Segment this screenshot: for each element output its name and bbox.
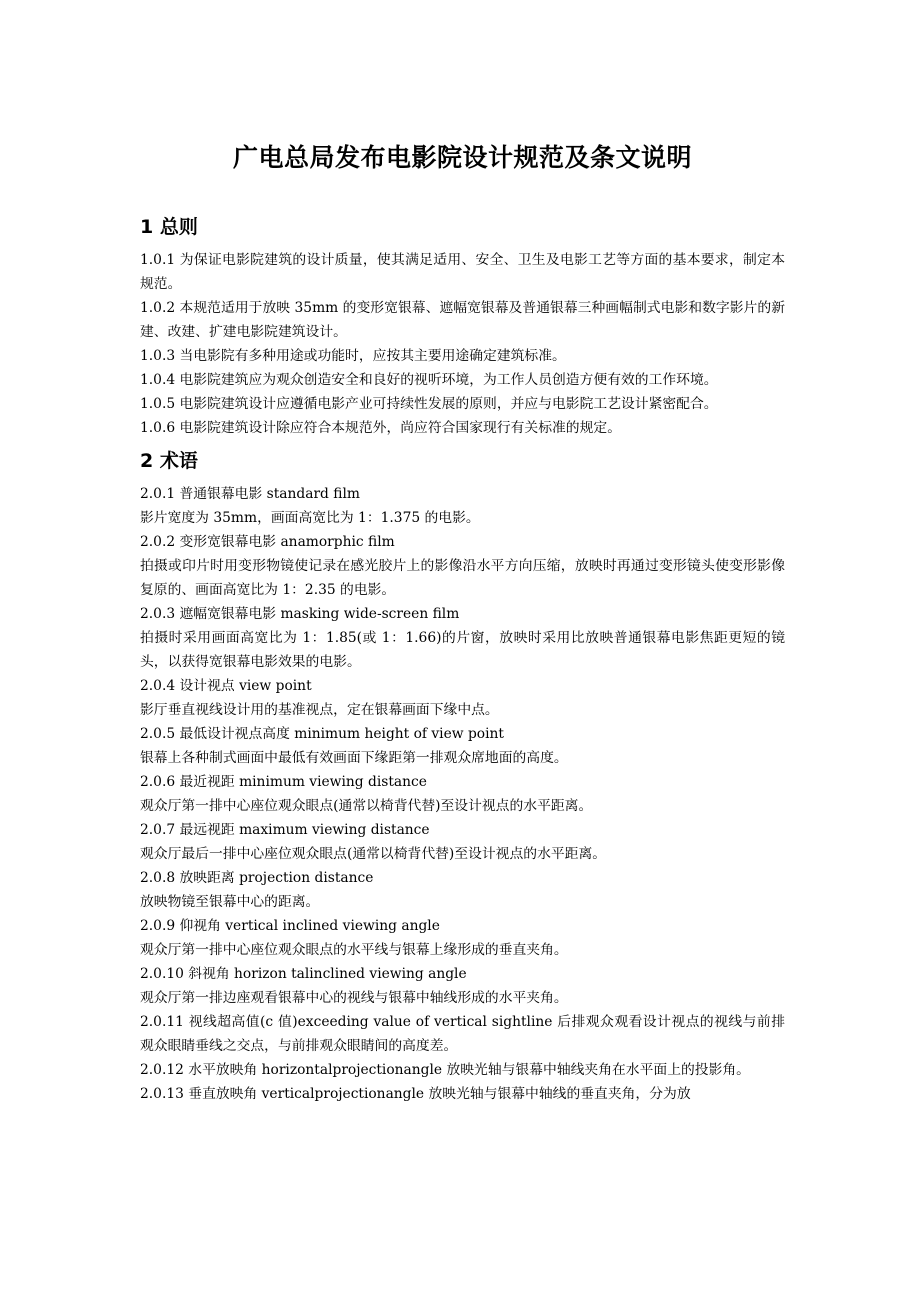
term-2-0-8-definition: 放映物镜至银幕中心的距离。	[140, 894, 320, 910]
term-2-0-2-definition: 拍摄或印片时用变形物镜使记录在感光胶片上的影像沿水平方向压缩，放映时再通过变形镜头使变形影像复原的、画面高宽比为 1：2.35 的电影。	[140, 558, 785, 598]
term-2-0-3-heading: 2.0.3 遮幅宽银幕电影 masking wide-screen film	[140, 606, 460, 622]
term-2-0-2-heading: 2.0.2 变形宽银幕电影 anamorphic film	[140, 534, 395, 550]
clause-1-0-4: 1.0.4 电影院建筑应为观众创造安全和良好的视听环境，为工作人员创造方便有效的工作环境。	[140, 372, 718, 388]
term-2-0-6-heading: 2.0.6 最近视距 minimum viewing distance	[140, 774, 427, 790]
section-terms	[140, 446, 785, 1106]
section-general	[140, 212, 785, 440]
term-2-0-10-definition: 观众厅第一排边座观看银幕中心的视线与银幕中轴线形成的水平夹角。	[140, 990, 568, 1006]
term-2-0-7-heading: 2.0.7 最远视距 maximum viewing distance	[140, 822, 430, 838]
term-2-0-9-heading: 2.0.9 仰视角 vertical inclined viewing angle	[140, 918, 440, 934]
term-2-0-6-definition: 观众厅第一排中心座位观众眼点(通常以椅背代替)至设计视点的水平距离。	[140, 798, 593, 814]
term-2-0-10-heading: 2.0.10 斜视角 horizon talinclined viewing angle	[140, 966, 467, 982]
term-2-0-5-definition: 银幕上各种制式画面中最低有效画面下缘距第一排观众席地面的高度。	[140, 750, 568, 766]
term-2-0-12: 2.0.12 水平放映角 horizontalprojectionangle 放映光轴与银幕中轴线夹角在水平面上的投影角。	[140, 1062, 750, 1078]
section-heading: 2 术语	[140, 450, 198, 472]
term-2-0-4-definition: 影厅垂直视线设计用的基准视点，定在银幕画面下缘中点。	[140, 702, 499, 718]
document-page	[140, 138, 785, 1106]
term-2-0-5-heading: 2.0.5 最低设计视点高度 minimum height of view point	[140, 726, 504, 742]
clause-1-0-6: 1.0.6 电影院建筑设计除应符合本规范外，尚应符合国家现行有关标准的规定。	[140, 420, 621, 436]
term-2-0-8-heading: 2.0.8 放映距离 projection distance	[140, 870, 374, 886]
section-heading: 1 总则	[140, 216, 198, 238]
term-2-0-4-heading: 2.0.4 设计视点 view point	[140, 678, 312, 694]
term-2-0-9-definition: 观众厅第一排中心座位观众眼点的水平线与银幕上缘形成的垂直夹角。	[140, 942, 568, 958]
clause-1-0-3: 1.0.3 当电影院有多种用途或功能时，应按其主要用途确定建筑标准。	[140, 348, 566, 364]
term-2-0-3-definition: 拍摄时采用画面高宽比为 1：1.85(或 1：1.66)的片窗，放映时采用比放映普通银幕电影焦距更短的镜头，以获得宽银幕电影效果的电影。	[140, 630, 785, 670]
clause-1-0-1: 1.0.1 为保证电影院建筑的设计质量，使其满足适用、安全、卫生及电影工艺等方面的基本要求，制定本规范。	[140, 252, 785, 292]
term-2-0-1-heading: 2.0.1 普通银幕电影 standard film	[140, 486, 360, 502]
term-2-0-11: 2.0.11 视线超高值(c 值)exceeding value of vertical sightline 后排观众观看设计视点的视线与前排观众眼睛垂线之交点，与前排观众眼睛间的高度差。	[140, 1014, 785, 1054]
document-title: 广电总局发布电影院设计规范及条文说明	[232, 143, 692, 172]
clause-1-0-2: 1.0.2 本规范适用于放映 35mm 的变形宽银幕、遮幅宽银幕及普通银幕三种画幅制式电影和数字影片的新建、改建、扩建电影院建筑设计。	[140, 300, 785, 340]
clause-1-0-5: 1.0.5 电影院建筑设计应遵循电影产业可持续性发展的原则，并应与电影院工艺设计紧密配合。	[140, 396, 718, 412]
term-2-0-1-definition: 影片宽度为 35mm，画面高宽比为 1：1.375 的电影。	[140, 510, 480, 526]
term-2-0-7-definition: 观众厅最后一排中心座位观众眼点(通常以椅背代替)至设计视点的水平距离。	[140, 846, 607, 862]
term-2-0-13: 2.0.13 垂直放映角 verticalprojectionangle 放映光轴与银幕中轴线的垂直夹角，分为放	[140, 1086, 691, 1102]
